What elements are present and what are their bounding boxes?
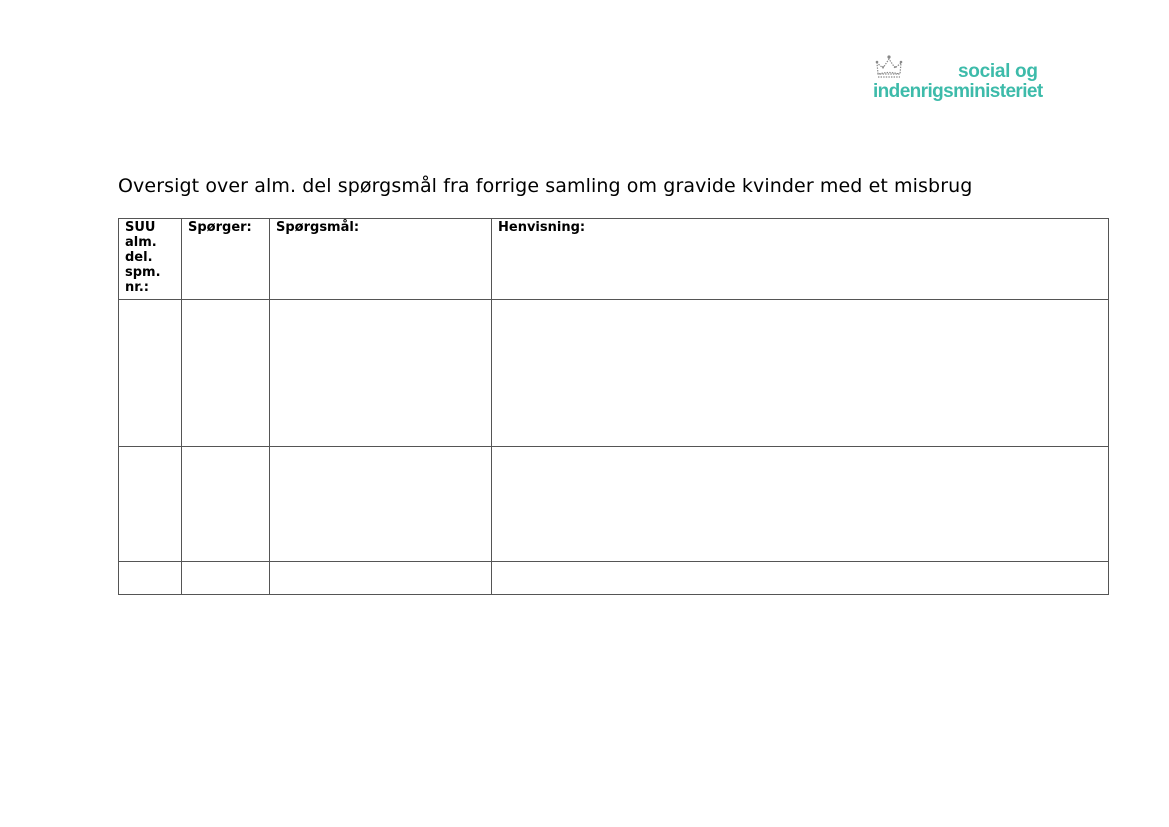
- crown-icon: [874, 54, 904, 80]
- table-row: [119, 447, 1109, 562]
- table-cell: [119, 562, 182, 595]
- table-row: [119, 300, 1109, 447]
- table-cell: [182, 562, 270, 595]
- table-cell: [270, 300, 492, 447]
- header-asker: Spørger:: [182, 219, 270, 300]
- ministry-logo: [872, 54, 1042, 104]
- header-question-number: SUU alm. del. spm. nr.:: [119, 219, 182, 300]
- document-title: Oversigt over alm. del spørgsmål fra forrige samling om gravide kvinder med et misbrug: [118, 175, 973, 197]
- header-reference: Henvisning:: [492, 219, 1109, 300]
- table-cell: [492, 300, 1109, 447]
- table-cell: [119, 447, 182, 562]
- table-cell: [182, 447, 270, 562]
- table-cell: [270, 562, 492, 595]
- logo-text-line1: social og: [958, 61, 1038, 82]
- table-cell: [492, 562, 1109, 595]
- table-cell: [492, 447, 1109, 562]
- table-header-row: [119, 219, 1109, 300]
- table-row: [119, 562, 1109, 595]
- table-cell: [270, 447, 492, 562]
- questions-table: [118, 218, 1109, 595]
- header-question: Spørgsmål:: [270, 219, 492, 300]
- table-cell: [182, 300, 270, 447]
- logo-text-line2: indenrigsministeriet: [873, 81, 1043, 102]
- table-cell: [119, 300, 182, 447]
